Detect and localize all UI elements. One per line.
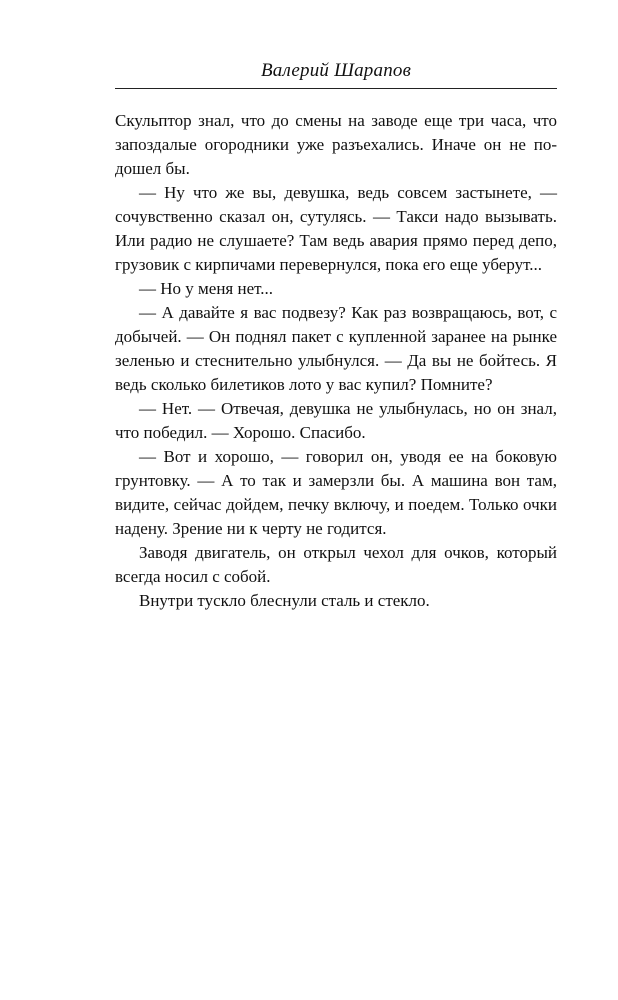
running-head-author: Валерий Шарапов bbox=[260, 60, 412, 81]
paragraph: — Вот и хорошо, — говорил он, уводя ее на боковую грунтовку. — А то так и замерзли бы. А машина вон там, видите, сейчас дойдем, печку включу, и поедем. Только очки надену. Зрение ни к черту не годится. bbox=[115, 447, 557, 538]
header-rule bbox=[115, 88, 557, 89]
paragraph: Заводя двигатель, он открыл чехол для очков, который всегда носил с собой. bbox=[115, 543, 557, 586]
paragraph: — А давайте я вас подвезу? Как раз возвращаюсь, вот, с добычей. — Он поднял пакет с купленной заранее на рынке зеленью и стеснительно улыбнулся. — Да вы не бойтесь. Я ведь сколько билетиков лото у вас купил? Помните? bbox=[115, 303, 557, 394]
paragraph: — Ну что же вы, девушка, ведь совсем застынете, — сочувственно сказал он, сутулясь. — Такси надо вызывать. Или радио не слушаете? Там ведь авария прямо перед депо, грузовик с кирпичами перевернулся, пока его еще уберут... bbox=[115, 183, 557, 274]
paragraph: Внутри тускло блеснули сталь и стекло. bbox=[139, 591, 430, 610]
paragraph: Скульптор знал, что до смены на заводе еще три часа, что запоздалые огородники уже разъехались. Иначе он не подошел бы. bbox=[115, 111, 557, 178]
body-text bbox=[115, 109, 557, 613]
paragraph: — Нет. — Отвечая, девушка не улыбнулась, но он знал, что победил. — Хорошо. Спасибо. bbox=[115, 399, 557, 442]
paragraph: — Но у меня нет... bbox=[139, 279, 274, 298]
